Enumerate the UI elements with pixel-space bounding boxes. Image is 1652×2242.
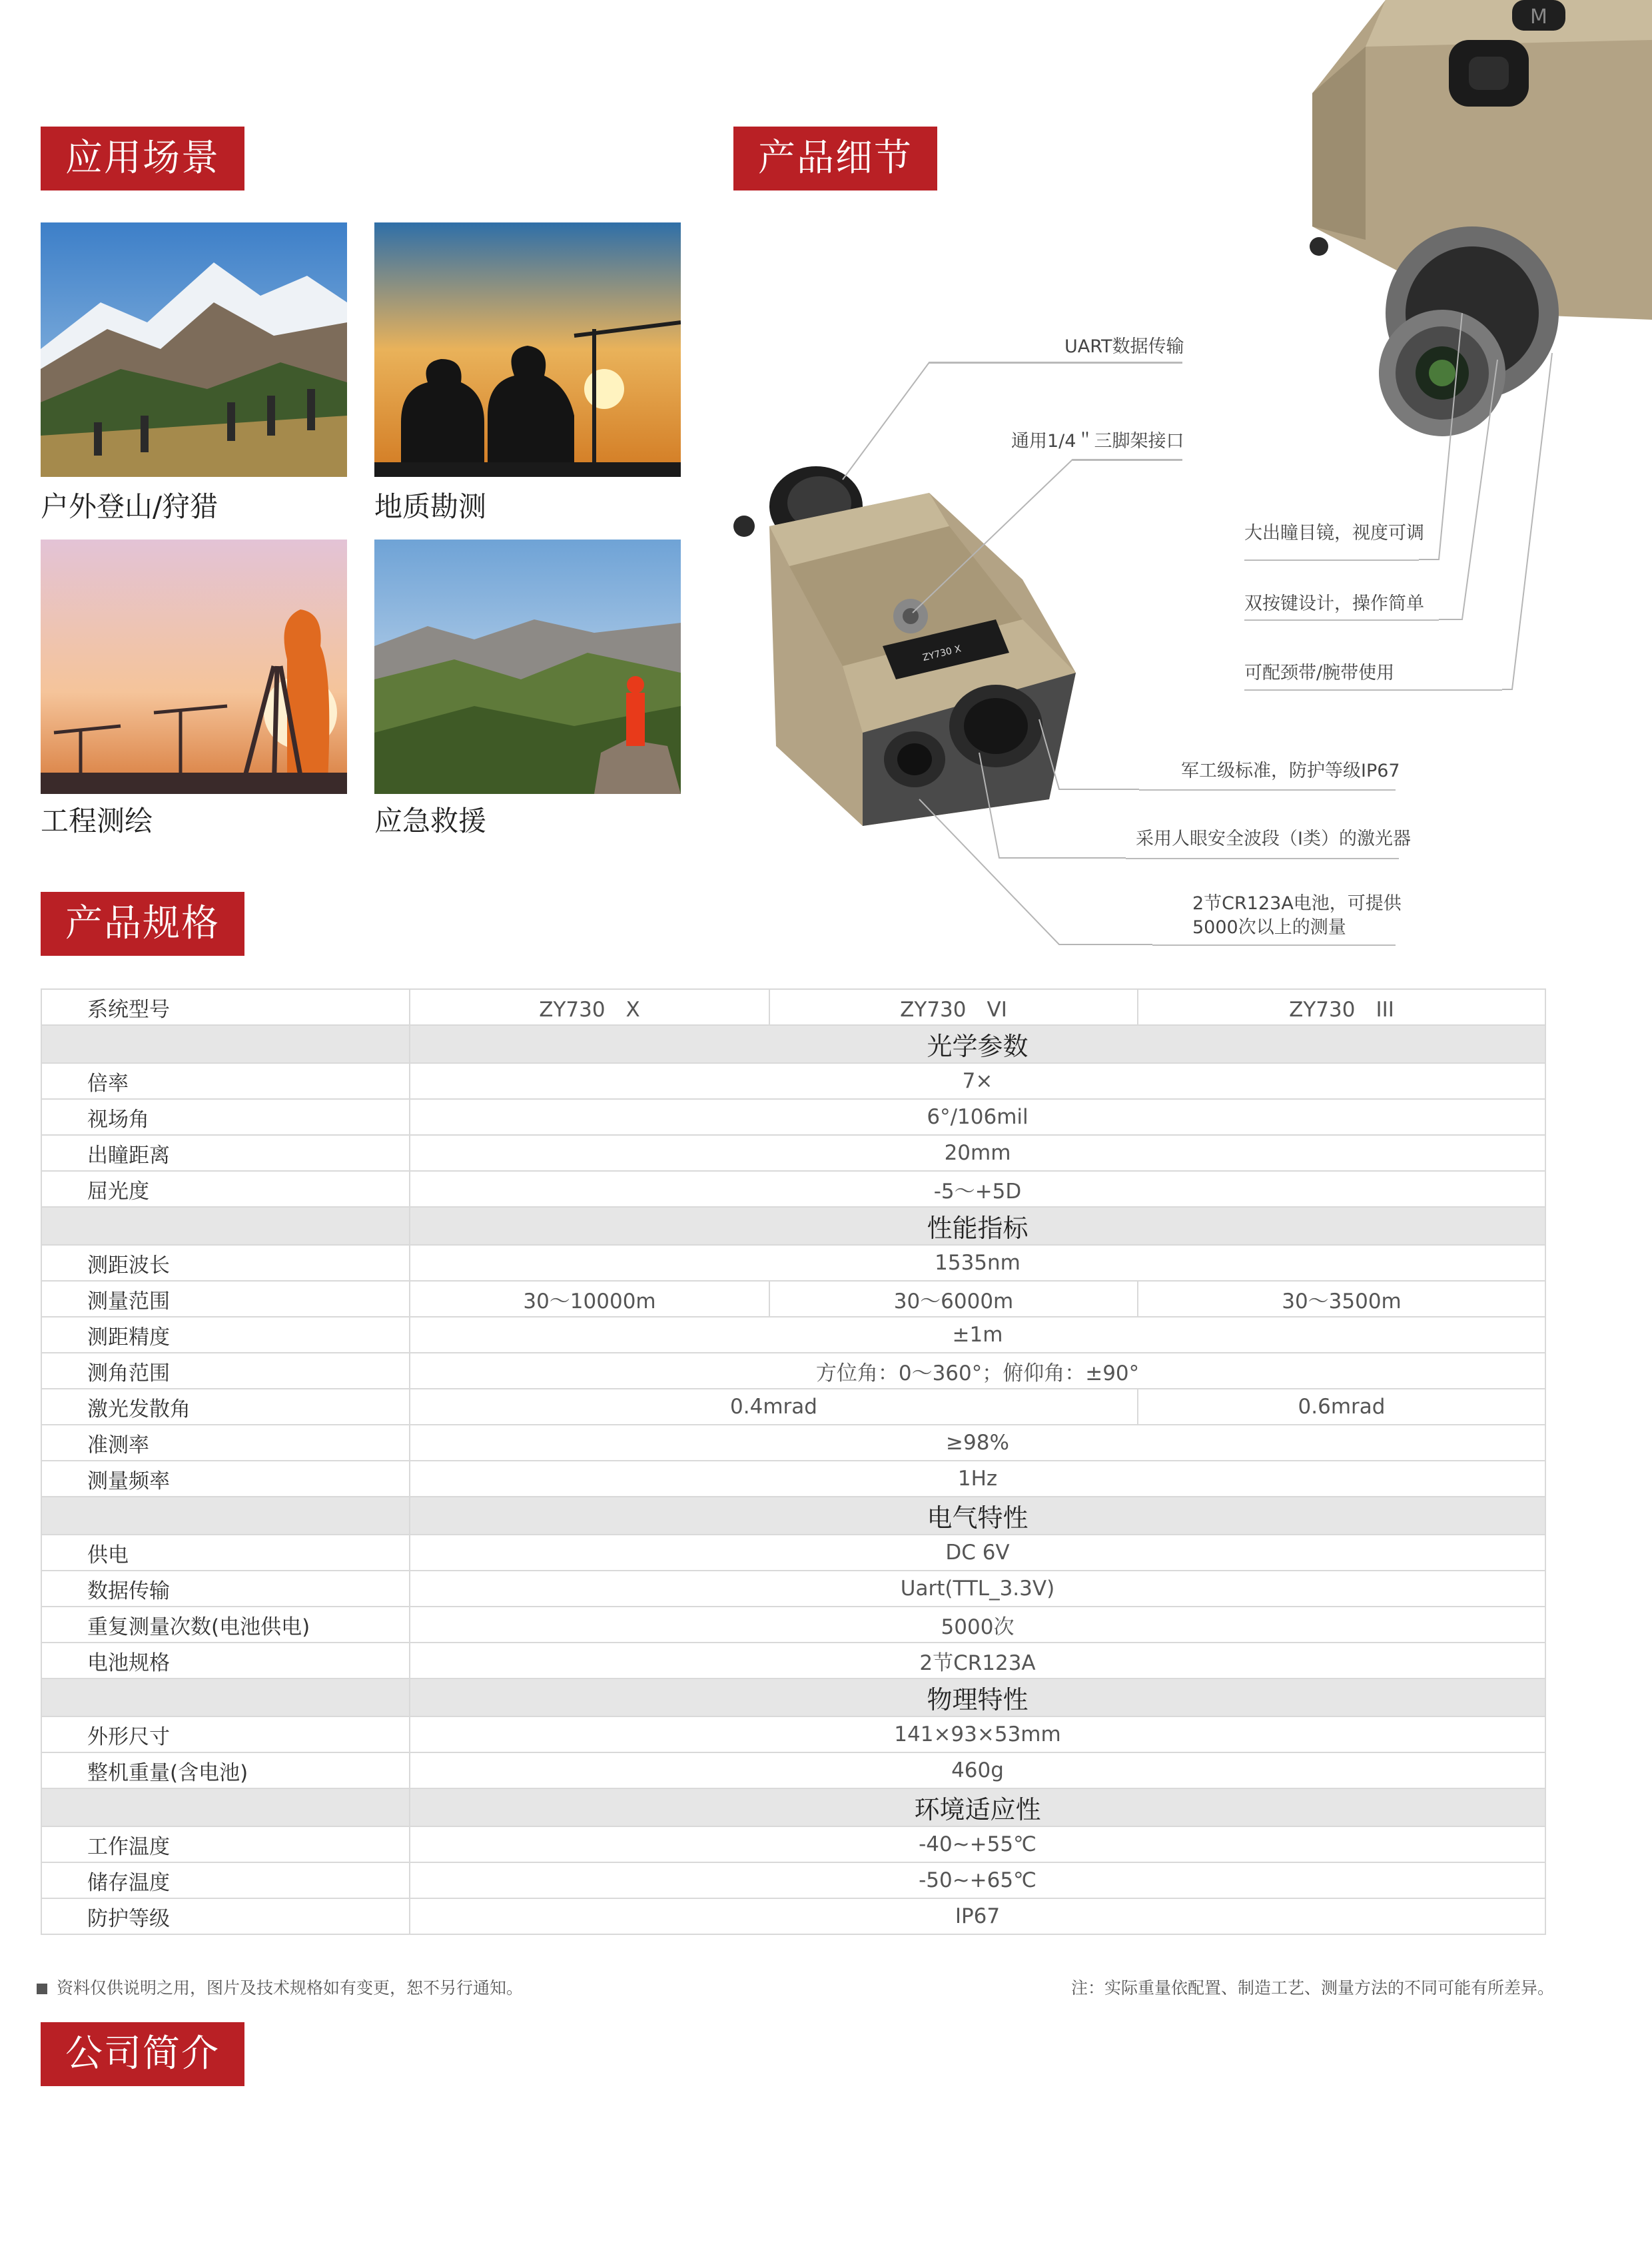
spec-label-cell: 视场角 — [41, 1099, 410, 1135]
table-row — [41, 1317, 1545, 1353]
photo-engineering-mapping — [41, 540, 347, 794]
table-row — [41, 1063, 1545, 1099]
table-row — [41, 1862, 1545, 1898]
table-section-row — [41, 1207, 1545, 1245]
spec-label-cell: 测量频率 — [41, 1461, 410, 1497]
callout-eyepiece: 大出瞳目镜，视度可调 — [1244, 523, 1424, 544]
callout-underline — [929, 362, 1182, 364]
callout-underline — [1244, 560, 1419, 561]
spec-label-cell: 工作温度 — [41, 1826, 410, 1862]
spec-value-cell: 141×93×53mm — [410, 1716, 1545, 1752]
header-cell: ZY730 X — [410, 989, 769, 1025]
table-row — [41, 1389, 1545, 1425]
spec-value-cell: 30～6000m — [769, 1281, 1138, 1317]
spec-label-cell: 数据传输 — [41, 1571, 410, 1607]
spec-label-cell: 储存温度 — [41, 1862, 410, 1898]
device-front-image — [729, 453, 1102, 826]
photo-mountain-hiking — [41, 222, 347, 477]
callout-underline — [1244, 689, 1502, 691]
spec-label-cell: 供电 — [41, 1535, 410, 1571]
callout-battery-line2: 5000次以上的测量 — [1192, 917, 1346, 938]
spec-value-cell: 460g — [410, 1752, 1545, 1788]
spec-value-cell: -50~+65℃ — [410, 1862, 1545, 1898]
table-section-row — [41, 1679, 1545, 1716]
spec-label-cell: 整机重量(含电池) — [41, 1752, 410, 1788]
spec-label-cell: 外形尺寸 — [41, 1716, 410, 1752]
header-cell: ZY730 VI — [769, 989, 1138, 1025]
table-row — [41, 1716, 1545, 1752]
spec-label-cell: 测距精度 — [41, 1317, 410, 1353]
spec-label-cell: 测量范围 — [41, 1281, 410, 1317]
spec-value-cell: ≥98% — [410, 1425, 1545, 1461]
spec-value-cell: 2节CR123A — [410, 1643, 1545, 1679]
footnote-left — [37, 1975, 523, 1999]
section-blank-cell — [41, 1497, 410, 1535]
table-row — [41, 1099, 1545, 1135]
spec-label-cell: 电池规格 — [41, 1643, 410, 1679]
callout-strap: 可配颈带/腕带使用 — [1244, 663, 1395, 683]
callout-underline — [1139, 789, 1396, 791]
table-row — [41, 1643, 1545, 1679]
spec-value-cell: 7× — [410, 1063, 1545, 1099]
spec-value-cell: 方位角：0～360°；俯仰角：±90° — [410, 1353, 1545, 1389]
spec-value-cell: 6°/106mil — [410, 1099, 1545, 1135]
section-title-cell: 光学参数 — [410, 1025, 1545, 1063]
spec-label-cell: 倍率 — [41, 1063, 410, 1099]
table-row — [41, 1171, 1545, 1207]
spec-value-cell: ±1m — [410, 1317, 1545, 1353]
table-header-row — [41, 989, 1545, 1025]
scene-caption: 工程测绘 — [41, 805, 153, 837]
section-title-specs: 产品规格 — [41, 892, 244, 956]
callout-battery-line1: 2节CR123A电池，可提供 — [1192, 893, 1402, 914]
table-row — [41, 1752, 1545, 1788]
section-blank-cell — [41, 1025, 410, 1063]
section-title-company: 公司简介 — [41, 2022, 244, 2086]
section-title-cell: 物理特性 — [410, 1679, 1545, 1716]
section-title-scenes: 应用场景 — [41, 127, 244, 190]
spec-value-cell: 20mm — [410, 1135, 1545, 1171]
table-section-row — [41, 1497, 1545, 1535]
photo-geological-survey — [374, 222, 681, 477]
spec-value-cell: 1Hz — [410, 1461, 1545, 1497]
spec-value-cell: 0.6mrad — [1138, 1389, 1545, 1425]
table-row — [41, 1425, 1545, 1461]
header-cell: ZY730 III — [1138, 989, 1545, 1025]
photo-emergency-rescue — [374, 540, 681, 794]
spec-label-cell: 测距波长 — [41, 1245, 410, 1281]
table-row — [41, 1535, 1545, 1571]
callout-uart: UART数据传输 — [1064, 336, 1184, 357]
spec-label-cell: 重复测量次数(电池供电) — [41, 1607, 410, 1643]
table-row — [41, 1826, 1545, 1862]
spec-value-cell: 1535nm — [410, 1245, 1545, 1281]
device-rear-closeup-image — [1306, 0, 1652, 440]
table-row — [41, 1135, 1545, 1171]
footnote-left-text: 资料仅供说明之用，图片及技术规格如有变更，恕不另行通知。 — [57, 1978, 524, 1998]
header-cell: 系统型号 — [41, 989, 410, 1025]
callout-underline — [1126, 858, 1399, 859]
section-title-cell: 电气特性 — [410, 1497, 1545, 1535]
table-row — [41, 1571, 1545, 1607]
spec-label-cell: 激光发散角 — [41, 1389, 410, 1425]
table-row — [41, 1607, 1545, 1643]
spec-value-cell: 0.4mrad — [410, 1389, 1138, 1425]
spec-value-cell: -40~+55℃ — [410, 1826, 1545, 1862]
spec-value-cell: -5～+5D — [410, 1171, 1545, 1207]
callout-underline — [1072, 460, 1182, 461]
callout-laser: 采用人眼安全波段（I类）的激光器 — [1136, 829, 1411, 849]
spec-label-cell: 准测率 — [41, 1425, 410, 1461]
scene-caption: 地质勘测 — [374, 490, 487, 523]
section-title-details: 产品细节 — [733, 127, 937, 190]
callout-underline — [1152, 944, 1396, 946]
model-plate-label: ZY730 X — [921, 643, 963, 664]
table-section-row — [41, 1788, 1545, 1826]
scene-caption: 应急救援 — [374, 805, 487, 837]
spec-label-cell: 屈光度 — [41, 1171, 410, 1207]
callout-underline — [1244, 619, 1439, 621]
spec-value-cell: Uart(TTL_3.3V) — [410, 1571, 1545, 1607]
spec-value-cell: IP67 — [410, 1898, 1545, 1934]
spec-value-cell: DC 6V — [410, 1535, 1545, 1571]
callout-ip67: 军工级标准，防护等级IP67 — [1181, 761, 1400, 781]
square-bullet-icon — [37, 1984, 47, 1994]
table-row — [41, 1461, 1545, 1497]
footnote-right: 注：实际重量依配置、制造工艺、测量方法的不同可能有所差异。 — [1071, 1978, 1555, 1998]
section-blank-cell — [41, 1207, 410, 1245]
spec-label-cell: 测角范围 — [41, 1353, 410, 1389]
section-blank-cell — [41, 1788, 410, 1826]
table-section-row — [41, 1025, 1545, 1063]
spec-table — [41, 988, 1546, 1935]
table-row — [41, 1353, 1545, 1389]
section-title-cell: 性能指标 — [410, 1207, 1545, 1245]
callout-tripod: 通用1/4＂三脚架接口 — [1011, 431, 1184, 452]
table-row — [41, 1898, 1545, 1934]
spec-value-cell: 30～10000m — [410, 1281, 769, 1317]
scene-caption: 户外登山/狩猎 — [41, 490, 218, 523]
spec-table-body — [41, 989, 1545, 1934]
callout-buttons: 双按键设计，操作简单 — [1244, 593, 1424, 614]
section-title-cell: 环境适应性 — [410, 1788, 1545, 1826]
table-row — [41, 1281, 1545, 1317]
button-m-label: M — [1530, 5, 1547, 29]
spec-label-cell: 防护等级 — [41, 1898, 410, 1934]
spec-value-cell: 5000次 — [410, 1607, 1545, 1643]
spec-label-cell: 出瞳距离 — [41, 1135, 410, 1171]
spec-value-cell: 30～3500m — [1138, 1281, 1545, 1317]
section-blank-cell — [41, 1679, 410, 1716]
table-row — [41, 1245, 1545, 1281]
